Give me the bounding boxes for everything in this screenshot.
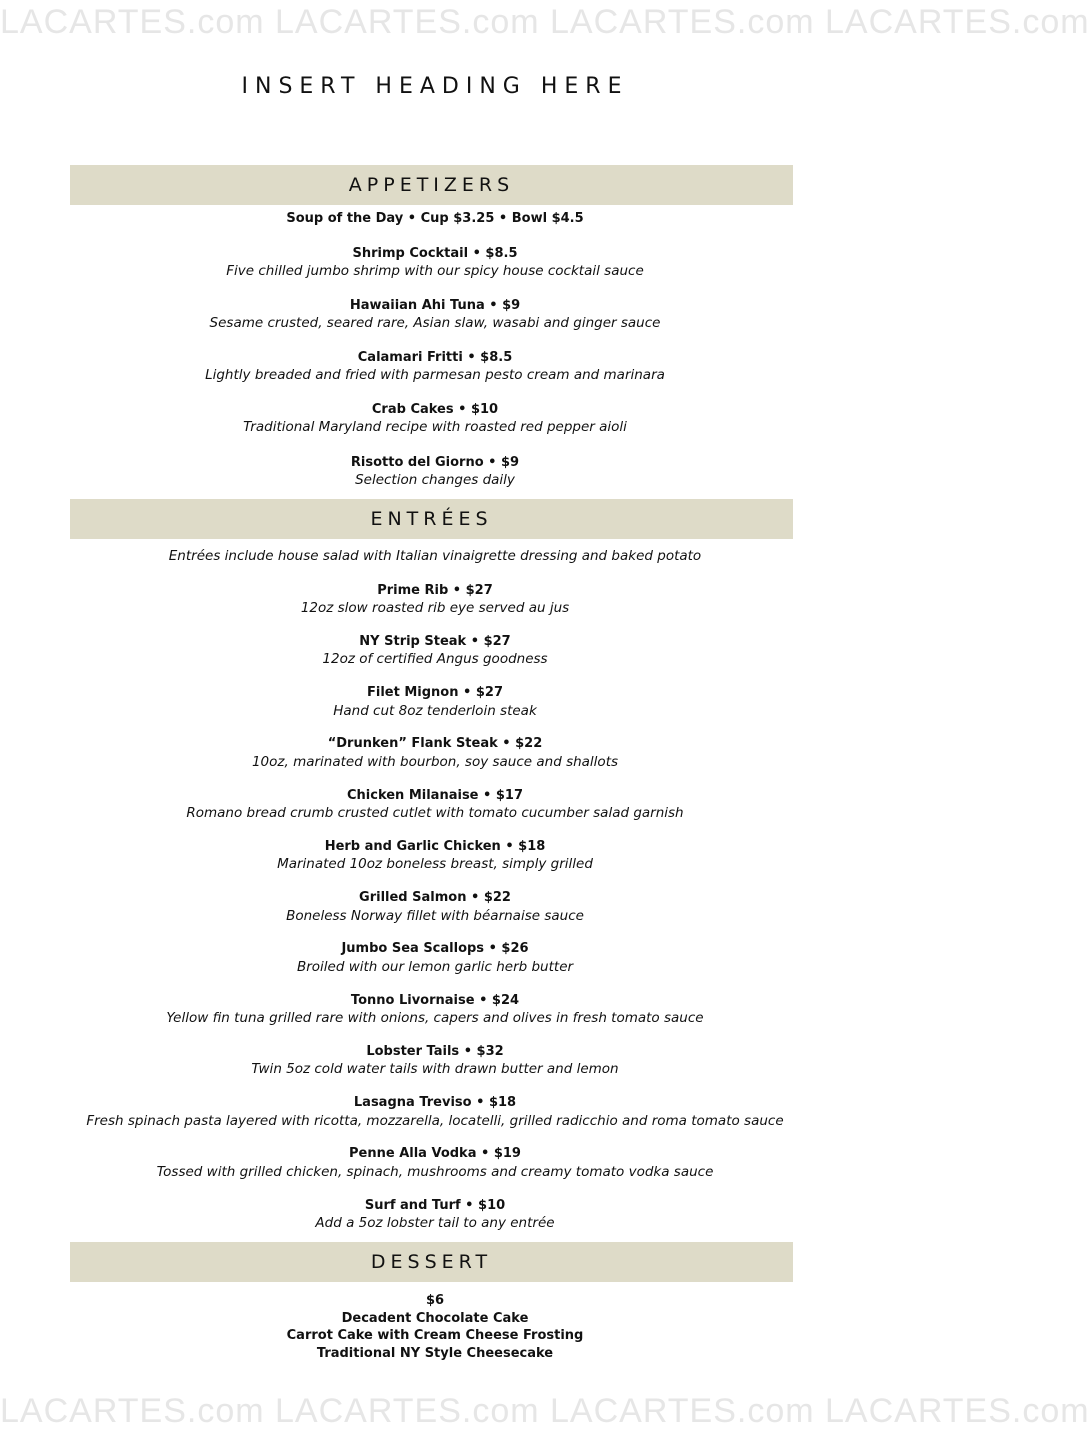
menu-item-description: Yellow fin tuna grilled rare with onions, capers and olives in fresh tomato sauce: [166, 1010, 704, 1026]
menu-item-description: Add a 5oz lobster tail to any entrée: [315, 1215, 555, 1231]
menu-item-description: Selection changes daily: [355, 472, 515, 488]
menu-item-name: Lobster Tails • $32: [366, 1044, 504, 1059]
menu-item-description: Lightly breaded and fried with parmesan pesto cream and marinara: [205, 367, 665, 383]
menu-item-name: Lasagna Treviso • $18: [353, 1095, 517, 1110]
menu-item-name: Hawaiian Ahi Tuna • $9: [349, 298, 521, 313]
menu-item-name: Shrimp Cocktail • $8.5: [352, 246, 518, 261]
appetizers-header: APPETIZERS: [70, 165, 793, 205]
dessert-item: Traditional NY Style Cheesecake: [316, 1346, 554, 1361]
dessert-item: Carrot Cake with Cream Cheese Frosting: [286, 1328, 584, 1343]
menu-item-name: NY Strip Steak • $27: [359, 634, 511, 649]
menu-item-description: Five chilled jumbo shrimp with our spicy house cocktail sauce: [226, 263, 644, 279]
menu-item-description: Boneless Norway fillet with béarnaise sauce: [286, 908, 584, 924]
page-heading: INSERT HEADING HERE: [241, 74, 629, 99]
menu-item-name: Grilled Salmon • $22: [359, 890, 511, 905]
menu-item-description: 12oz of certified Angus goodness: [322, 651, 548, 667]
watermark-bottom: LACARTES.com LACARTES.com LACARTES.com LACARTES.com: [0, 1392, 1090, 1430]
dessert-price: $6: [425, 1293, 445, 1308]
menu-item-description: Fresh spinach pasta layered with ricotta, mozzarella, locatelli, grilled radicchio and roma tomato sauce: [86, 1113, 784, 1129]
menu-item-name: Soup of the Day • Cup $3.25 • Bowl $4.5: [286, 211, 584, 226]
menu-item-name: Surf and Turf • $10: [364, 1198, 506, 1213]
menu-item-description: Romano bread crumb crusted cutlet with tomato cucumber salad garnish: [186, 805, 684, 821]
menu-item-name: Calamari Fritti • $8.5: [357, 350, 513, 365]
menu-item-description: 10oz, marinated with bourbon, soy sauce and shallots: [251, 754, 619, 770]
watermark-top: LACARTES.com LACARTES.com LACARTES.com LACARTES.com: [0, 3, 1090, 41]
menu-item-description: Hand cut 8oz tenderloin steak: [333, 703, 537, 719]
menu-item-description: 12oz slow roasted rib eye served au jus: [300, 600, 570, 616]
menu-item-name: Crab Cakes • $10: [371, 402, 499, 417]
menu-item-name: Penne Alla Vodka • $19: [349, 1146, 521, 1161]
menu-item-name: Herb and Garlic Chicken • $18: [324, 839, 546, 854]
entrees-header: ENTRÉES: [70, 499, 793, 539]
entrees-note: Entrées include house salad with Italian vinaigrette dressing and baked potato: [168, 548, 702, 564]
menu-item-name: “Drunken” Flank Steak • $22: [327, 736, 543, 751]
menu-item-name: Jumbo Sea Scallops • $26: [341, 941, 529, 956]
menu-item-description: Traditional Maryland recipe with roasted red pepper aioli: [243, 419, 627, 435]
menu-item-description: Twin 5oz cold water tails with drawn butter and lemon: [251, 1061, 619, 1077]
menu-item-name: Prime Rib • $27: [377, 583, 493, 598]
menu-item-description: Broiled with our lemon garlic herb butter: [296, 959, 574, 975]
menu-item-description: Sesame crusted, seared rare, Asian slaw, wasabi and ginger sauce: [209, 315, 661, 331]
dessert-item: Decadent Chocolate Cake: [341, 1311, 529, 1326]
menu-item-description: Marinated 10oz boneless breast, simply grilled: [277, 856, 593, 872]
menu-item-name: Tonno Livornaise • $24: [350, 993, 520, 1008]
menu-item-name: Filet Mignon • $27: [367, 685, 503, 700]
menu-item-description: Tossed with grilled chicken, spinach, mushrooms and creamy tomato vodka sauce: [156, 1164, 714, 1180]
menu-item-name: Risotto del Giorno • $9: [350, 455, 520, 470]
dessert-header: DESSERT: [70, 1242, 793, 1282]
menu-item-name: Chicken Milanaise • $17: [346, 788, 523, 803]
